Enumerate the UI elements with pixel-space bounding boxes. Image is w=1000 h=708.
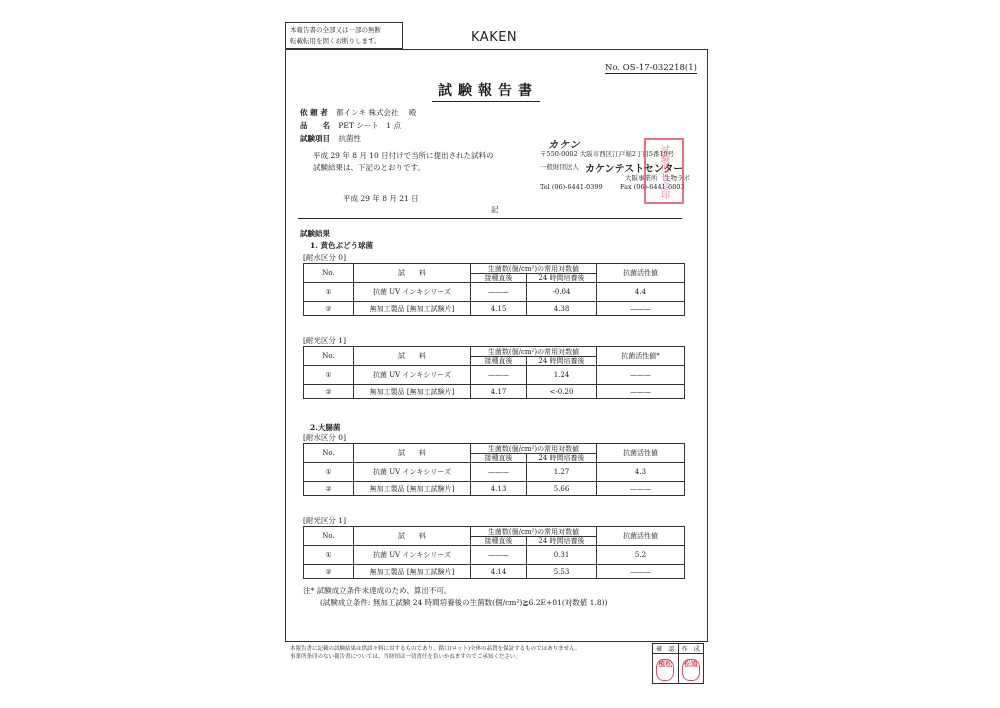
brand-wordmark: KAKEN — [471, 30, 518, 45]
ki-mark: 記 — [491, 205, 499, 214]
col-activity: 抗菌活性値* — [597, 347, 685, 366]
cell-immediate: 4.13 — [471, 482, 527, 496]
section-1-table-1-condition: [耐水区分 0] — [303, 253, 347, 262]
cell-no: ② — [304, 482, 354, 496]
cell-activity: 4.4 — [597, 283, 685, 302]
cell-after24: -0.04 — [527, 283, 597, 302]
cell-no: ① — [304, 283, 354, 302]
cell-no: ① — [304, 546, 354, 565]
col-no: No. — [304, 527, 354, 546]
section-1-table-2-condition: [耐光区分 1] — [303, 336, 347, 345]
cell-sample: 抗菌 UV インキシリーズ — [354, 546, 471, 565]
result-table-2-1 — [303, 443, 685, 496]
col-activity: 抗菌活性値 — [597, 444, 685, 463]
cell-sample: 抗菌 UV インキシリーズ — [354, 463, 471, 482]
cell-sample: 無加工製品 [無加工試験片] — [354, 565, 471, 579]
col-count: 生菌数(個/cm²)の常用対数値 — [471, 527, 597, 537]
cell-immediate: ——— — [471, 546, 527, 565]
table-row — [304, 302, 685, 316]
cell-after24: 4.38 — [527, 302, 597, 316]
col-sample: 試 料 — [354, 264, 471, 283]
table-row — [304, 546, 685, 565]
copyright-notice — [285, 22, 403, 49]
cell-activity: 4.3 — [597, 463, 685, 482]
issuer-office: 大阪事業所 生物ラボ — [625, 174, 690, 182]
intro-line-2: 試験結果は、下記のとおりです。 — [313, 163, 425, 172]
table-row — [304, 385, 685, 399]
cell-after24: <-0.20 — [527, 385, 597, 399]
col-activity: 抗菌活性値 — [597, 527, 685, 546]
cell-no: ② — [304, 565, 354, 579]
cell-immediate: 4.17 — [471, 385, 527, 399]
col-after24: 24 時間培養後 — [527, 357, 597, 366]
cell-sample: 無加工製品 [無加工試験片] — [354, 385, 471, 399]
footnote-line-2: (試験成立条件: 無加工試験 24 時間培養後の生菌数(個/cm²)≧6.2E+01(対数値 1.8)) — [320, 598, 608, 607]
table-row — [304, 565, 685, 579]
issuer-org-type: 一般財団法人 — [540, 163, 579, 171]
cell-sample: 抗菌 UV インキシリーズ — [354, 283, 471, 302]
cell-activity: ——— — [597, 565, 685, 579]
notice-line-1: 本報告書の全部又は一部の無断 — [290, 26, 381, 34]
cell-immediate: ——— — [471, 366, 527, 385]
cell-sample: 無加工製品 [無加工試験片] — [354, 302, 471, 316]
confirm-check-label: 確 認 — [653, 644, 679, 654]
cell-no: ① — [304, 366, 354, 385]
col-sample: 試 料 — [354, 347, 471, 366]
cell-sample: 抗菌 UV インキシリーズ — [354, 366, 471, 385]
table-row — [304, 283, 685, 302]
issuer-logo: カケン — [548, 140, 581, 151]
cell-no: ② — [304, 302, 354, 316]
confirm-make-label: 作 成 — [678, 644, 704, 654]
result-table-2-2 — [303, 526, 685, 579]
report-date: 平成 29 年 8 月 21 日 — [343, 194, 419, 203]
confirmation-box — [652, 643, 704, 684]
col-immediate: 接種直後 — [471, 357, 527, 366]
result-table-1-1 — [303, 263, 685, 316]
cell-after24: 1.24 — [527, 366, 597, 385]
cell-immediate: ——— — [471, 283, 527, 302]
cell-after24: 5.53 — [527, 565, 597, 579]
client-row — [300, 108, 416, 118]
disclaimer-line-1: 本報告書に記載の試験結果は供試々料に対するものであり、銘口(ロット)全体の品質を保証するものではありません。 — [290, 646, 581, 652]
confirm-make-cell — [678, 654, 704, 684]
notice-line-2: 転載転用を固くお断りします。 — [290, 37, 381, 45]
col-after24: 24 時間培養後 — [527, 274, 597, 283]
col-count: 生菌数(個/cm²)の常用対数値 — [471, 444, 597, 454]
cell-immediate: 4.14 — [471, 565, 527, 579]
table-row — [304, 366, 685, 385]
disclaimer — [290, 645, 581, 661]
item-value: PET シート 1 点 — [338, 121, 401, 130]
table-row — [304, 463, 685, 482]
cell-activity: 5.2 — [597, 546, 685, 565]
client-label: 依 頼 者 — [300, 108, 328, 117]
cell-activity: ——— — [597, 302, 685, 316]
issuer-address: 〒550-0002 大阪市西区江戸堀2丁目5番19号 — [540, 150, 675, 158]
col-after24: 24 時間培養後 — [527, 537, 597, 546]
section-2-table-2-condition: [耐光区分 1] — [303, 516, 347, 525]
issuer-tel: Tel (06)-6441-0399 — [540, 183, 603, 191]
col-sample: 試 料 — [354, 527, 471, 546]
page-title: 試験報告書 — [432, 80, 540, 102]
cell-activity: ——— — [597, 482, 685, 496]
cell-after24: 5.66 — [527, 482, 597, 496]
seal-text: 試験所長之印 — [659, 144, 669, 199]
col-immediate: 接種直後 — [471, 454, 527, 463]
results-heading: 試験結果 — [300, 229, 330, 238]
check-seal: 植松 — [656, 659, 674, 681]
cell-no: ① — [304, 463, 354, 482]
cell-activity: ——— — [597, 366, 685, 385]
test-label: 試験項目 — [300, 134, 330, 143]
section-2-table-1-condition: [耐水区分 0] — [303, 433, 347, 442]
item-label: 品 名 — [300, 121, 330, 130]
client-value: 都インキ 株式会社 — [336, 108, 399, 117]
col-no: No. — [304, 264, 354, 283]
col-count: 生菌数(個/cm²)の常用対数値 — [471, 347, 597, 357]
item-row — [300, 121, 401, 131]
col-no: No. — [304, 444, 354, 463]
issuer-fax: Fax (06)-6441-6803 — [620, 183, 685, 191]
col-immediate: 接種直後 — [471, 274, 527, 283]
col-immediate: 接種直後 — [471, 537, 527, 546]
cell-no: ② — [304, 385, 354, 399]
footnote-line-1: 注* 試験成立条件未達成のため、算出不可。 — [303, 586, 452, 595]
cell-immediate: 4.15 — [471, 302, 527, 316]
section-divider — [298, 218, 682, 219]
make-seal: 松道 — [682, 659, 700, 681]
issuer-org-name: カケンテストセンター — [585, 164, 684, 175]
col-after24: 24 時間培養後 — [527, 454, 597, 463]
cell-after24: 0.31 — [527, 546, 597, 565]
test-value: 抗菌性 — [338, 134, 361, 143]
col-count: 生菌数(個/cm²)の常用対数値 — [471, 264, 597, 274]
document-number: No. OS-17-032218(1) — [605, 63, 697, 73]
cell-after24: 1.27 — [527, 463, 597, 482]
intro-line-1: 平成 29 年 8 月 10 日付けで当所に提出された試料の — [313, 151, 494, 160]
cell-immediate: ——— — [471, 463, 527, 482]
confirm-check-cell — [653, 654, 679, 684]
client-suffix: 殿 — [408, 108, 417, 117]
cell-sample: 無加工製品 [無加工試験片] — [354, 482, 471, 496]
section-1-heading: 1. 黄色ぶどう球菌 — [310, 241, 373, 250]
disclaimer-line-2: 事業所条印のない報告書については、当財団は一切責任を負いかねますのでご承知ください。 — [290, 654, 521, 660]
table-row — [304, 482, 685, 496]
col-no: No. — [304, 347, 354, 366]
result-table-1-2 — [303, 346, 685, 399]
test-row — [300, 134, 361, 144]
cell-activity: ——— — [597, 385, 685, 399]
official-seal — [644, 138, 684, 204]
section-2-heading: 2.大腸菌 — [310, 423, 341, 432]
col-activity: 抗菌活性値 — [597, 264, 685, 283]
col-sample: 試 料 — [354, 444, 471, 463]
